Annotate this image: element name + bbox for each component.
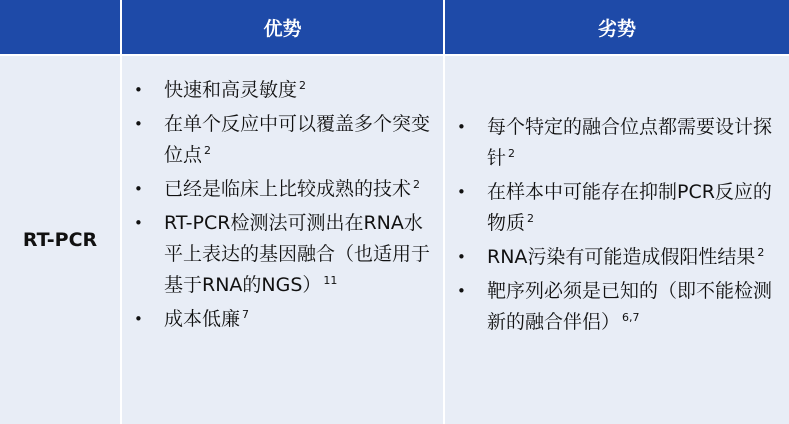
bullet-icon: • <box>134 310 143 328</box>
advantage-item <box>132 304 437 335</box>
reference-number: 2 <box>757 245 765 259</box>
disadvantages-list <box>455 112 783 341</box>
advantage-item <box>132 208 437 301</box>
disadvantage-item <box>455 177 783 239</box>
row-label: RT-PCR <box>0 56 120 424</box>
advantage-text: 快速和高灵敏度 <box>164 79 298 101</box>
disadvantage-text: 靶序列必须是已知的（即不能检测新的融合伴侣） <box>487 280 773 333</box>
bullet-icon: • <box>457 183 466 201</box>
reference-number: 6,7 <box>622 310 640 324</box>
bullet-icon: • <box>457 248 466 266</box>
disadvantage-item <box>455 276 783 338</box>
reference-number: 2 <box>204 143 212 157</box>
disadvantage-text: 在样本中可能存在抑制PCR反应的物质 <box>487 181 772 234</box>
bullet-icon: • <box>134 115 143 133</box>
disadvantage-text: RNA污染有可能造成假阳性结果 <box>487 246 756 268</box>
bullet-icon: • <box>134 214 143 232</box>
header-disadvantages: 劣势 <box>445 0 789 54</box>
advantage-item <box>132 109 437 171</box>
advantage-text: 在单个反应中可以覆盖多个突变位点 <box>164 113 431 166</box>
reference-number: 2 <box>508 146 516 160</box>
reference-number: 2 <box>413 177 421 191</box>
reference-number: 11 <box>323 273 338 287</box>
header-corner-cell <box>0 0 120 54</box>
advantage-item <box>132 75 437 106</box>
reference-number: 2 <box>299 78 307 92</box>
advantage-text: RT-PCR检测法可测出在RNA水平上表达的基因融合（也适用于基于RNA的NGS） <box>164 212 431 296</box>
disadvantage-text: 每个特定的融合位点都需要设计探针 <box>487 116 773 169</box>
reference-number: 2 <box>527 211 535 225</box>
disadvantage-item <box>455 242 783 273</box>
advantages-cell <box>122 56 443 424</box>
advantage-text: 成本低廉 <box>164 308 241 330</box>
reference-number: 7 <box>242 307 250 321</box>
advantage-text: 已经是临床上比较成熟的技术 <box>164 178 412 200</box>
header-advantages: 优势 <box>122 0 443 54</box>
bullet-icon: • <box>457 118 466 136</box>
advantages-list <box>132 75 437 338</box>
advantage-item <box>132 174 437 205</box>
bullet-icon: • <box>134 180 143 198</box>
disadvantages-cell <box>445 56 789 424</box>
disadvantage-item <box>455 112 783 174</box>
bullet-icon: • <box>457 282 466 300</box>
bullet-icon: • <box>134 81 143 99</box>
